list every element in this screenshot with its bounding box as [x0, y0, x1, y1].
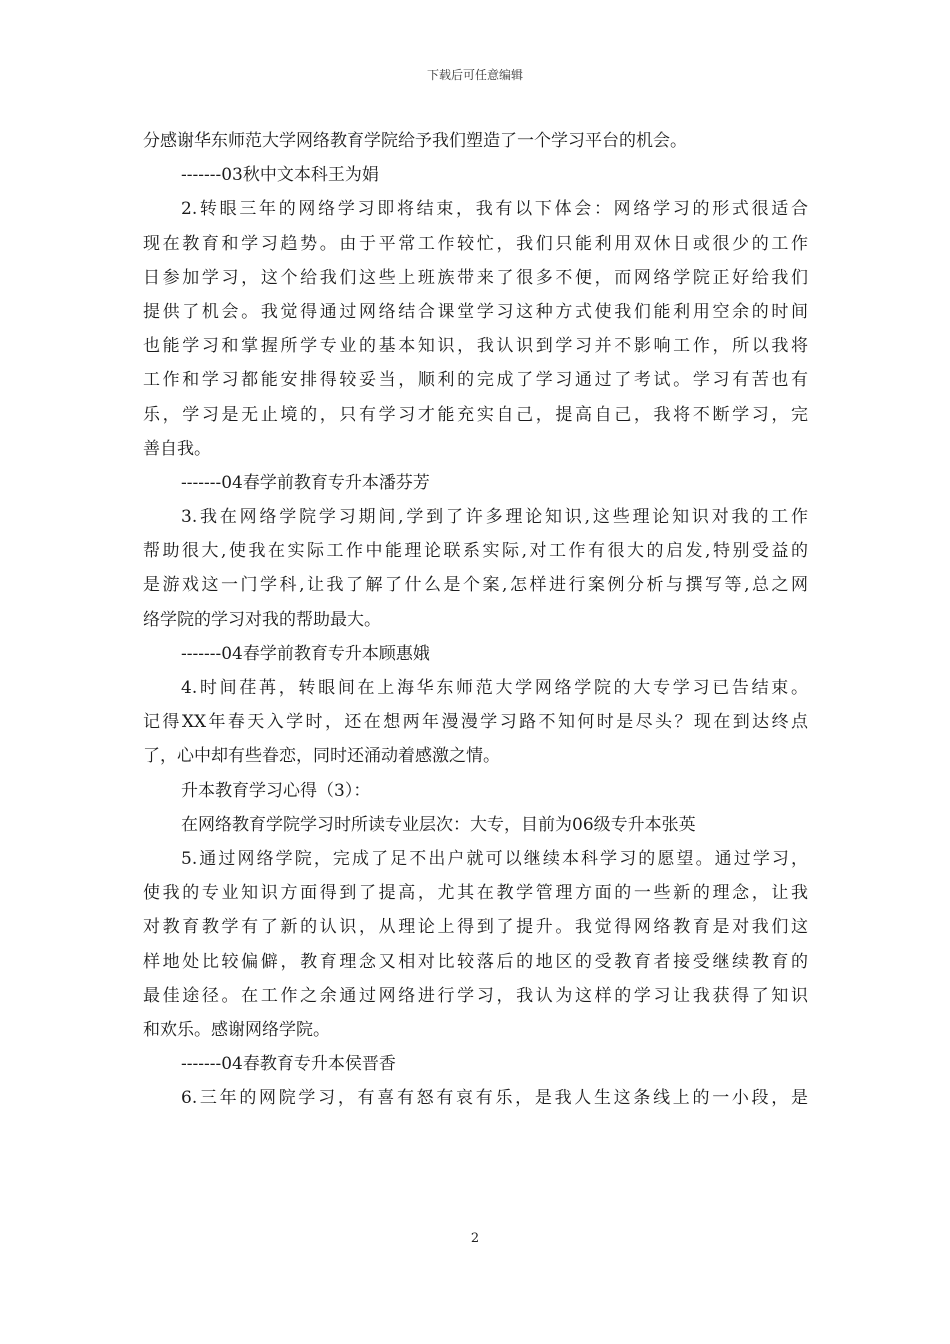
text-line: 5.通过网络学院，完成了足不出户就可以继续本科学习的愿望。通过学习，: [181, 848, 808, 869]
text-line: 对教育教学有了新的认识，从理论上得到了提升。我觉得网络教育是对我们这: [143, 917, 808, 938]
text-line: 记得XX年春天入学时，还在想两年漫漫学习路不知何时是尽头？现在到达终点: [143, 712, 808, 733]
text-line: -------03秋中文本科王为娟: [181, 165, 379, 186]
text-line: 分感谢华东师范大学网络教育学院给予我们塑造了一个学习平台的机会。: [143, 131, 687, 151]
text-line: 使我的专业知识方面得到了提高，尤其在教学管理方面的一些新的理念，让我: [143, 883, 808, 904]
text-line: 日参加学习，这个给我们这些上班族带来了很多不便，而网络学院正好给我们: [143, 267, 808, 288]
text-line: 善自我。: [143, 438, 211, 459]
text-line: 在网络教育学院学习时所读专业层次：大专，目前为06级专升本张英: [181, 814, 696, 835]
text-line: -------04春学前教育专升本顾惠娥: [181, 643, 430, 664]
text-line: 是游戏这一门学科,让我了解了什么是个案,怎样进行案例分析与撰写等,总之网: [143, 575, 808, 596]
text-line: 乐，学习是无止境的，只有学习才能充实自己，提高自己，我将不断学习，完: [143, 404, 808, 425]
text-line: 3.我在网络学院学习期间,学到了许多理论知识,这些理论知识对我的工作: [181, 507, 808, 528]
text-line: 4.时间荏苒，转眼间在上海华东师范大学网络学院的大专学习已告结束。: [181, 678, 808, 698]
text-line: 络学院的学习对我的帮助最大。: [143, 609, 381, 630]
text-line: 提供了机会。我觉得通过网络结合课堂学习这种方式使我们能利用空余的时间: [143, 301, 808, 322]
text-line: 最佳途径。在工作之余通过网络进行学习，我认为这样的学习让我获得了知识: [143, 985, 808, 1006]
text-line: 2.转眼三年的网络学习即将结束，我有以下体会：网络学习的形式很适合: [181, 199, 808, 220]
text-line: 工作和学习都能安排得较妥当，顺利的完成了学习通过了考试。学习有苦也有: [143, 370, 808, 391]
page-number: 2: [470, 1231, 480, 1246]
page-header: 下载后可任意编辑: [426, 68, 523, 82]
text-line: 了，心中却有些眷恋，同时还涌动着感激之情。: [143, 746, 500, 767]
text-line: 现在教育和学习趋势。由于平常工作较忙，我们只能利用双休日或很少的工作: [143, 233, 808, 254]
text-line: 样地处比较偏僻，教育理念又相对比较落后的地区的受教育者接受继续教育的: [143, 951, 808, 972]
text-line: -------04春学前教育专升本潘芬芳: [181, 472, 430, 493]
text-line: 也能学习和掌握所学专业的基本知识，我认识到学习并不影响工作，所以我将: [143, 336, 808, 357]
text-line: 和欢乐。感谢网络学院。: [143, 1019, 330, 1040]
text-line: 帮助很大,使我在实际工作中能理论联系实际,对工作有很大的启发,特别受益的: [143, 541, 808, 562]
text-line: 升本教育学习心得（3）：: [181, 780, 371, 801]
text-line: -------04春教育专升本侯晋香: [181, 1054, 396, 1075]
text-line: 6.三年的网院学习，有喜有怒有哀有乐，是我人生这条线上的一小段，是: [181, 1088, 808, 1109]
document-body: [143, 124, 808, 1115]
